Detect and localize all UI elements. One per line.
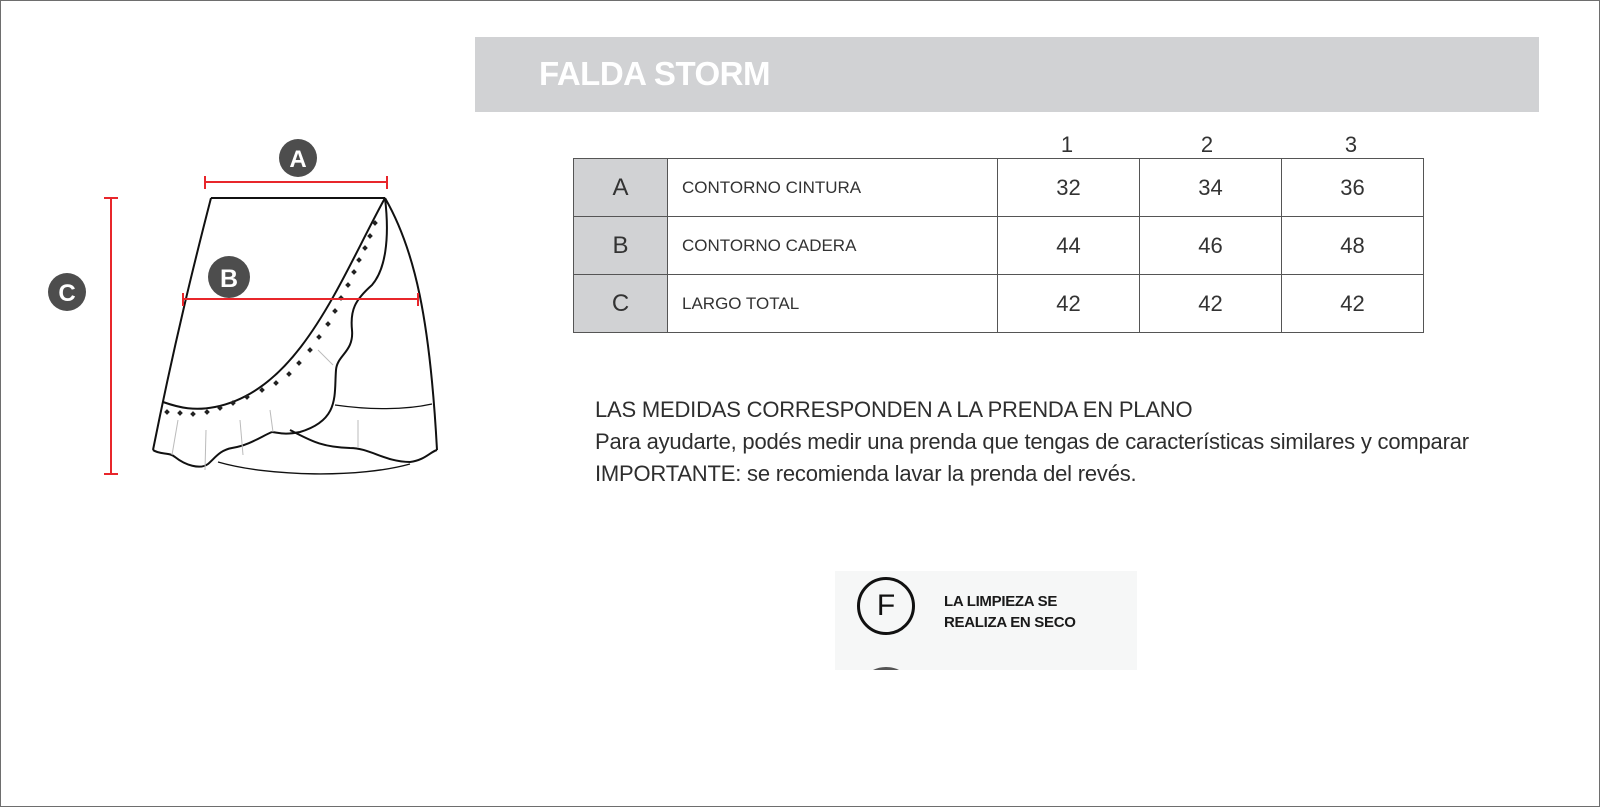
- table-row: [574, 159, 1424, 217]
- dry-clean-icon: F: [857, 577, 915, 635]
- measure-value: 48: [1282, 217, 1424, 275]
- care-symbol-partial-icon: [857, 667, 915, 670]
- note-flat-measure: LAS MEDIDAS CORRESPONDEN A LA PRENDA EN PLANO: [595, 397, 1193, 422]
- header-bar: [475, 37, 1539, 112]
- note-compare-tip: Para ayudarte, podés medir una prenda que tengas de características similares y comparar: [595, 429, 1469, 454]
- measure-line-c: [104, 198, 118, 474]
- table-row: [574, 217, 1424, 275]
- svg-text:B: B: [219, 265, 239, 293]
- measure-value: 42: [1140, 275, 1282, 333]
- measure-value: 46: [1140, 217, 1282, 275]
- measure-code: C: [574, 275, 668, 333]
- measure-code: B: [574, 217, 668, 275]
- measure-value: 42: [1282, 275, 1424, 333]
- measure-value: 32: [998, 159, 1140, 217]
- measure-value: 36: [1282, 159, 1424, 217]
- measure-value: 42: [998, 275, 1140, 333]
- measure-value: 34: [1140, 159, 1282, 217]
- measure-label: CONTORNO CADERA: [668, 217, 998, 275]
- skirt-diagram: [0, 120, 460, 490]
- size-header-3: 3: [1344, 132, 1358, 157]
- svg-text:A: A: [289, 146, 307, 173]
- size-header-row: [0, 132, 1600, 158]
- care-label: [835, 571, 1137, 670]
- measure-label: CONTORNO CINTURA: [668, 159, 998, 217]
- size-header-1: 1: [1060, 132, 1074, 157]
- size-header-2: 2: [1200, 132, 1214, 157]
- measurement-notes: [595, 394, 1469, 490]
- svg-text:C: C: [58, 280, 76, 307]
- measure-code: A: [574, 159, 668, 217]
- stud-trim: [164, 220, 378, 417]
- marker-b-icon: [208, 256, 250, 298]
- table-row: [574, 275, 1424, 333]
- note-wash-instruction: IMPORTANTE: se recomienda lavar la prenda del revés.: [595, 461, 1137, 486]
- measure-line-a: [205, 176, 387, 189]
- care-text: LA LIMPIEZA SE REALIZA EN SECO: [944, 593, 1076, 631]
- marker-c-icon: [48, 273, 86, 311]
- size-table: [573, 158, 1424, 333]
- measure-label: LARGO TOTAL: [668, 275, 998, 333]
- page-title: FALDA STORM: [539, 55, 770, 92]
- measure-value: 44: [998, 217, 1140, 275]
